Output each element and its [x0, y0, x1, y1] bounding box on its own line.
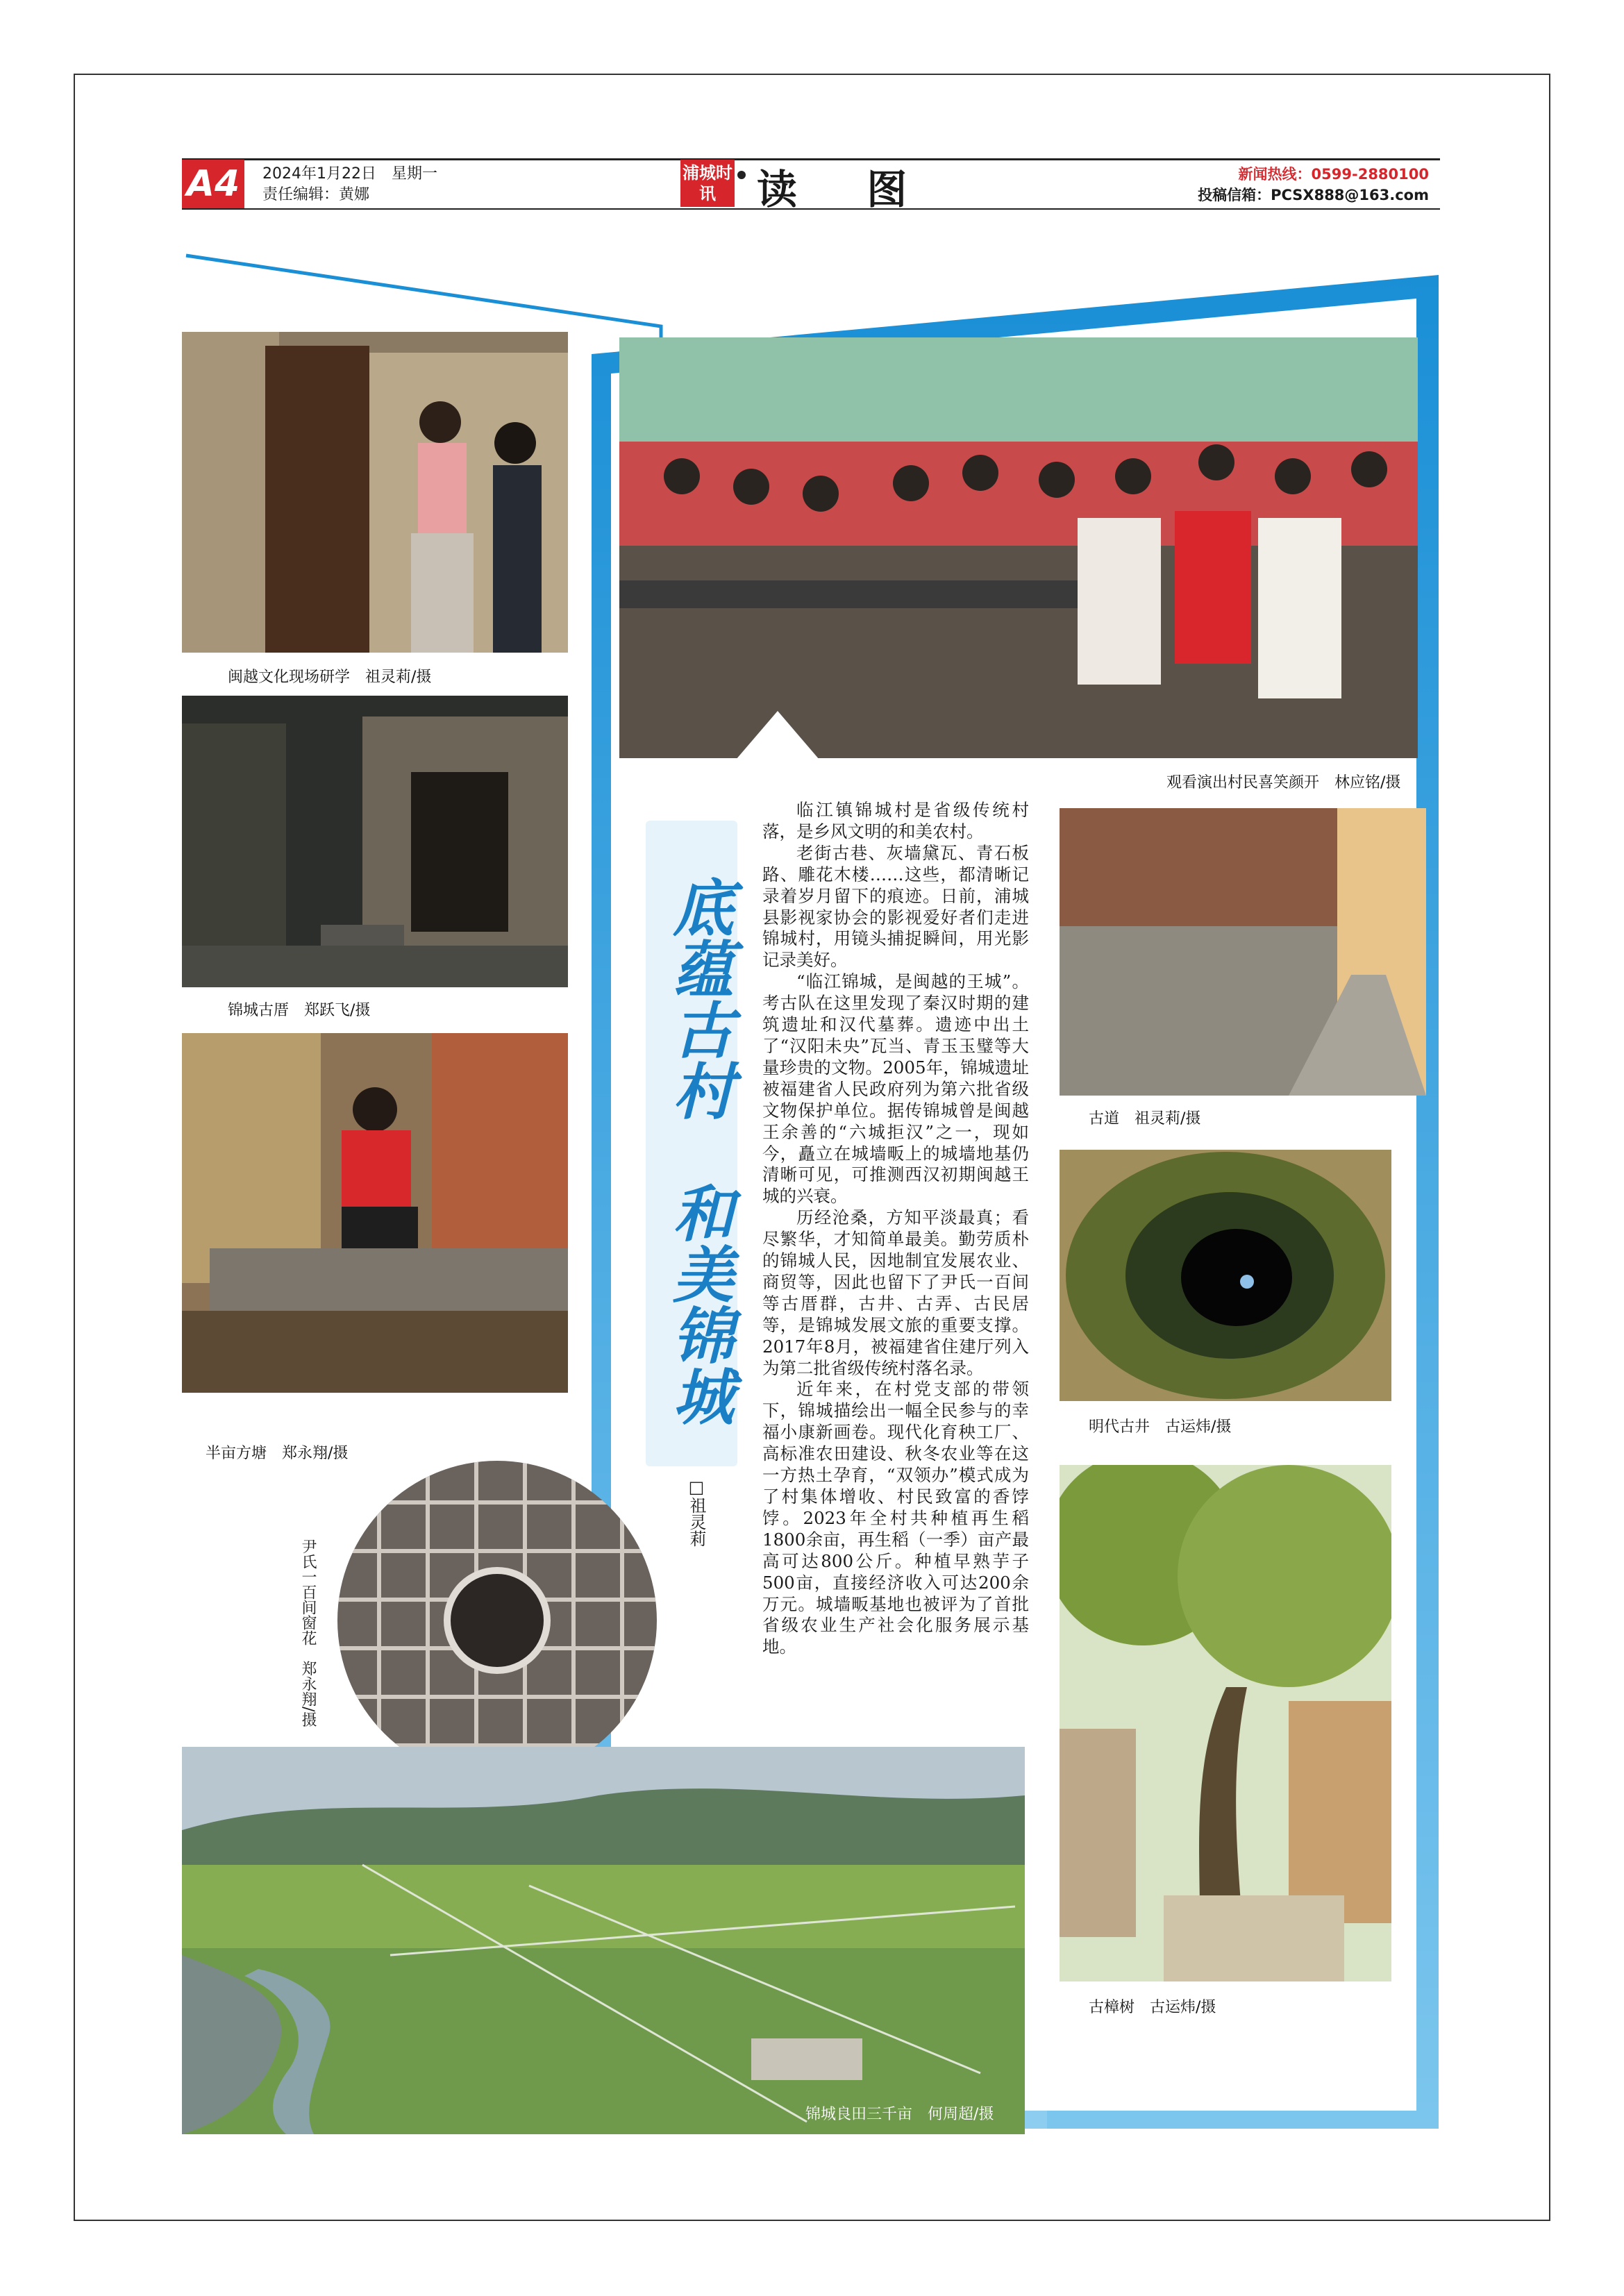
- article-paragraph: 临江镇锦城村是省级传统村落，是乡风文明的和美农村。: [762, 800, 1029, 841]
- caption-old-house: 锦城古厝 郑跃飞/摄: [228, 1002, 371, 1019]
- photo-villagers: [619, 337, 1418, 758]
- section-title: 读 图: [757, 166, 935, 213]
- news-hotline: 新闻热线：0599-2880100: [1238, 166, 1429, 183]
- well-photo-image: [1060, 1150, 1391, 1401]
- editor-line: 责任编辑：黄娜: [262, 186, 370, 203]
- pond-photo-image: [182, 1033, 568, 1393]
- window-photo-image: [337, 1461, 657, 1780]
- caption-villagers: 观看演出村民喜笑颜开 林应铭/摄: [1166, 774, 1401, 791]
- caption-camphor: 古樟树 古运炜/摄: [1089, 1999, 1216, 2016]
- photo-old-house: [182, 696, 568, 987]
- caption-well: 明代古井 古运炜/摄: [1089, 1418, 1232, 1436]
- issue-date: 2024年1月22日 星期一: [262, 165, 437, 183]
- photo-study: [182, 332, 568, 653]
- caption-study: 闽越文化现场研学 祖灵莉/摄: [228, 669, 432, 686]
- camphor-photo-image: [1060, 1465, 1391, 1981]
- old-house-photo-image: [182, 696, 568, 987]
- photo-road: [1060, 808, 1426, 1096]
- caption-farmland: 锦城良田三千亩 何周超/摄: [805, 2106, 994, 2123]
- submission-email: 投稿信箱：PCSX888@163.com: [1198, 187, 1429, 203]
- road-photo-image: [1060, 808, 1426, 1096]
- pointer-arrow: [736, 697, 819, 760]
- photo-farmland: [182, 1747, 1025, 2134]
- caption-road: 古道 祖灵莉/摄: [1089, 1110, 1201, 1128]
- article-paragraph: “临江锦城，是闽越的王城”。考古队在这里发现了秦汉时期的建筑遗址和汉代墓葬。遗迹中出土了“汉阳未央”瓦当、青玉玉璧等大量珍贵的文物。2005年，锦城遗址被福建省人民政府列为第六批省级文物保护单位。据传锦城曾是闽越王余善的“六城拒汉”之一，现如今，矗立在城墙畈上的城墙地基仍清晰可见，可推测西汉初期闽越王城的兴衰。: [762, 971, 1029, 1207]
- photo-well: [1060, 1150, 1391, 1401]
- article-author: □祖灵莉: [687, 1477, 706, 1547]
- photo-window: [337, 1461, 657, 1780]
- article-title: 底蕴古村 和美锦城: [663, 876, 735, 1426]
- caption-window: 尹氏一百间窗花 郑永翔/摄: [299, 1539, 317, 1727]
- villagers-photo-image: [619, 337, 1418, 758]
- photo-camphor: [1060, 1465, 1391, 1981]
- article-paragraph: 近年来，在村党支部的带领下，锦城描绘出一幅全民参与的幸福小康新画卷。现代化育秧工厂、高标准农田建设、秋冬农业等在这一方热土孕育，“双领办”模式成为了村集体增收、村民致富的香饽饽。2023年全村共种植再生稻1800余亩，再生稻（一季）亩产最高可达800公斤。种植早熟芋子500亩，直接经济收入可达200余万元。城墙畈基地也被评为了首批省级农业生产社会化服务展示基地。: [762, 1379, 1029, 1657]
- article-paragraph: 历经沧桑，方知平淡最真；看尽繁华，才知简单最美。勤劳质朴的锦城人民，因地制宜发展农业、商贸等，因此也留下了尹氏一百间等古厝群，古井、古弄、古民居等，是锦城发展文旅的重要支撑。2017年8月，被福建省住建厅列入为第二批省级传统村落名录。: [762, 1207, 1029, 1378]
- article-body: [762, 800, 1029, 1658]
- farmland-photo-image: [182, 1747, 1025, 2134]
- page-number-badge: A4: [182, 160, 244, 208]
- article-paragraph: 老街古巷、灰墙黛瓦、青石板路、雕花木楼……这些，都清晰记录着岁月留下的痕迹。日前，浦城县影视家协会的影视爱好者们走进锦城村，用镜头捕捉瞬间，用光影记录美好。: [762, 842, 1029, 971]
- newspaper-brand: 浦城时讯: [680, 160, 735, 207]
- caption-pond: 半亩方塘 郑永翔/摄: [206, 1445, 349, 1462]
- study-photo-image: [182, 332, 568, 653]
- photo-pond: [182, 1033, 568, 1393]
